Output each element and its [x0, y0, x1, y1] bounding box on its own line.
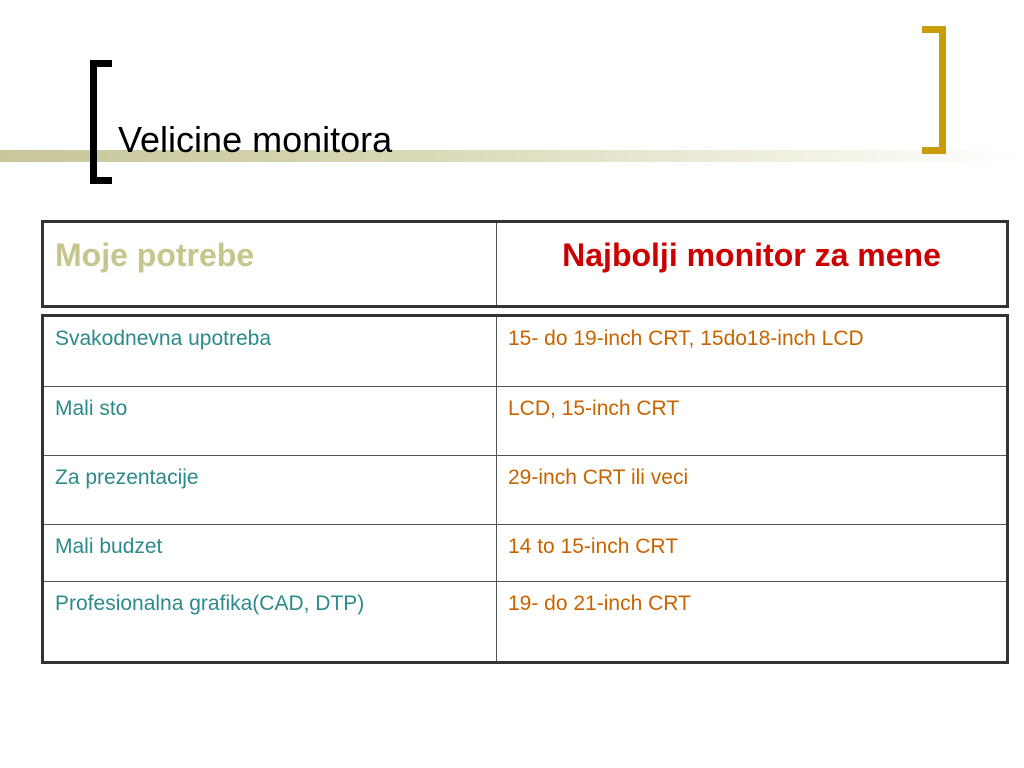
need-cell: Za prezentacije — [44, 456, 497, 524]
right-bracket-decoration — [922, 26, 946, 154]
left-bracket-decoration — [90, 60, 112, 184]
monitor-table — [41, 314, 1009, 664]
need-cell: Mali sto — [44, 387, 497, 455]
header-best-monitor: Najbolji monitor za mene — [562, 237, 941, 273]
slide-title: Velicine monitora — [118, 119, 393, 160]
monitor-cell: 14 to 15-inch CRT — [508, 535, 679, 558]
monitor-cell: 15- do 19-inch CRT, 15do18-inch LCD — [508, 327, 864, 350]
need-cell: Profesionalna grafika(CAD, DTP) — [44, 582, 497, 661]
monitor-cell: 29-inch CRT ili veci — [508, 466, 689, 489]
table-row — [44, 317, 1006, 387]
monitor-cell: LCD, 15-inch CRT — [508, 397, 680, 420]
monitor-cell: 19- do 21-inch CRT — [508, 592, 691, 615]
need-cell: Mali budzet — [44, 525, 497, 581]
header-table — [41, 220, 1009, 308]
table-row — [44, 387, 1006, 456]
table-row — [44, 582, 1006, 661]
table-row — [44, 525, 1006, 582]
table-row — [44, 456, 1006, 525]
header-needs: Moje potrebe — [44, 223, 497, 305]
need-cell: Svakodnevna upotreba — [44, 317, 497, 386]
